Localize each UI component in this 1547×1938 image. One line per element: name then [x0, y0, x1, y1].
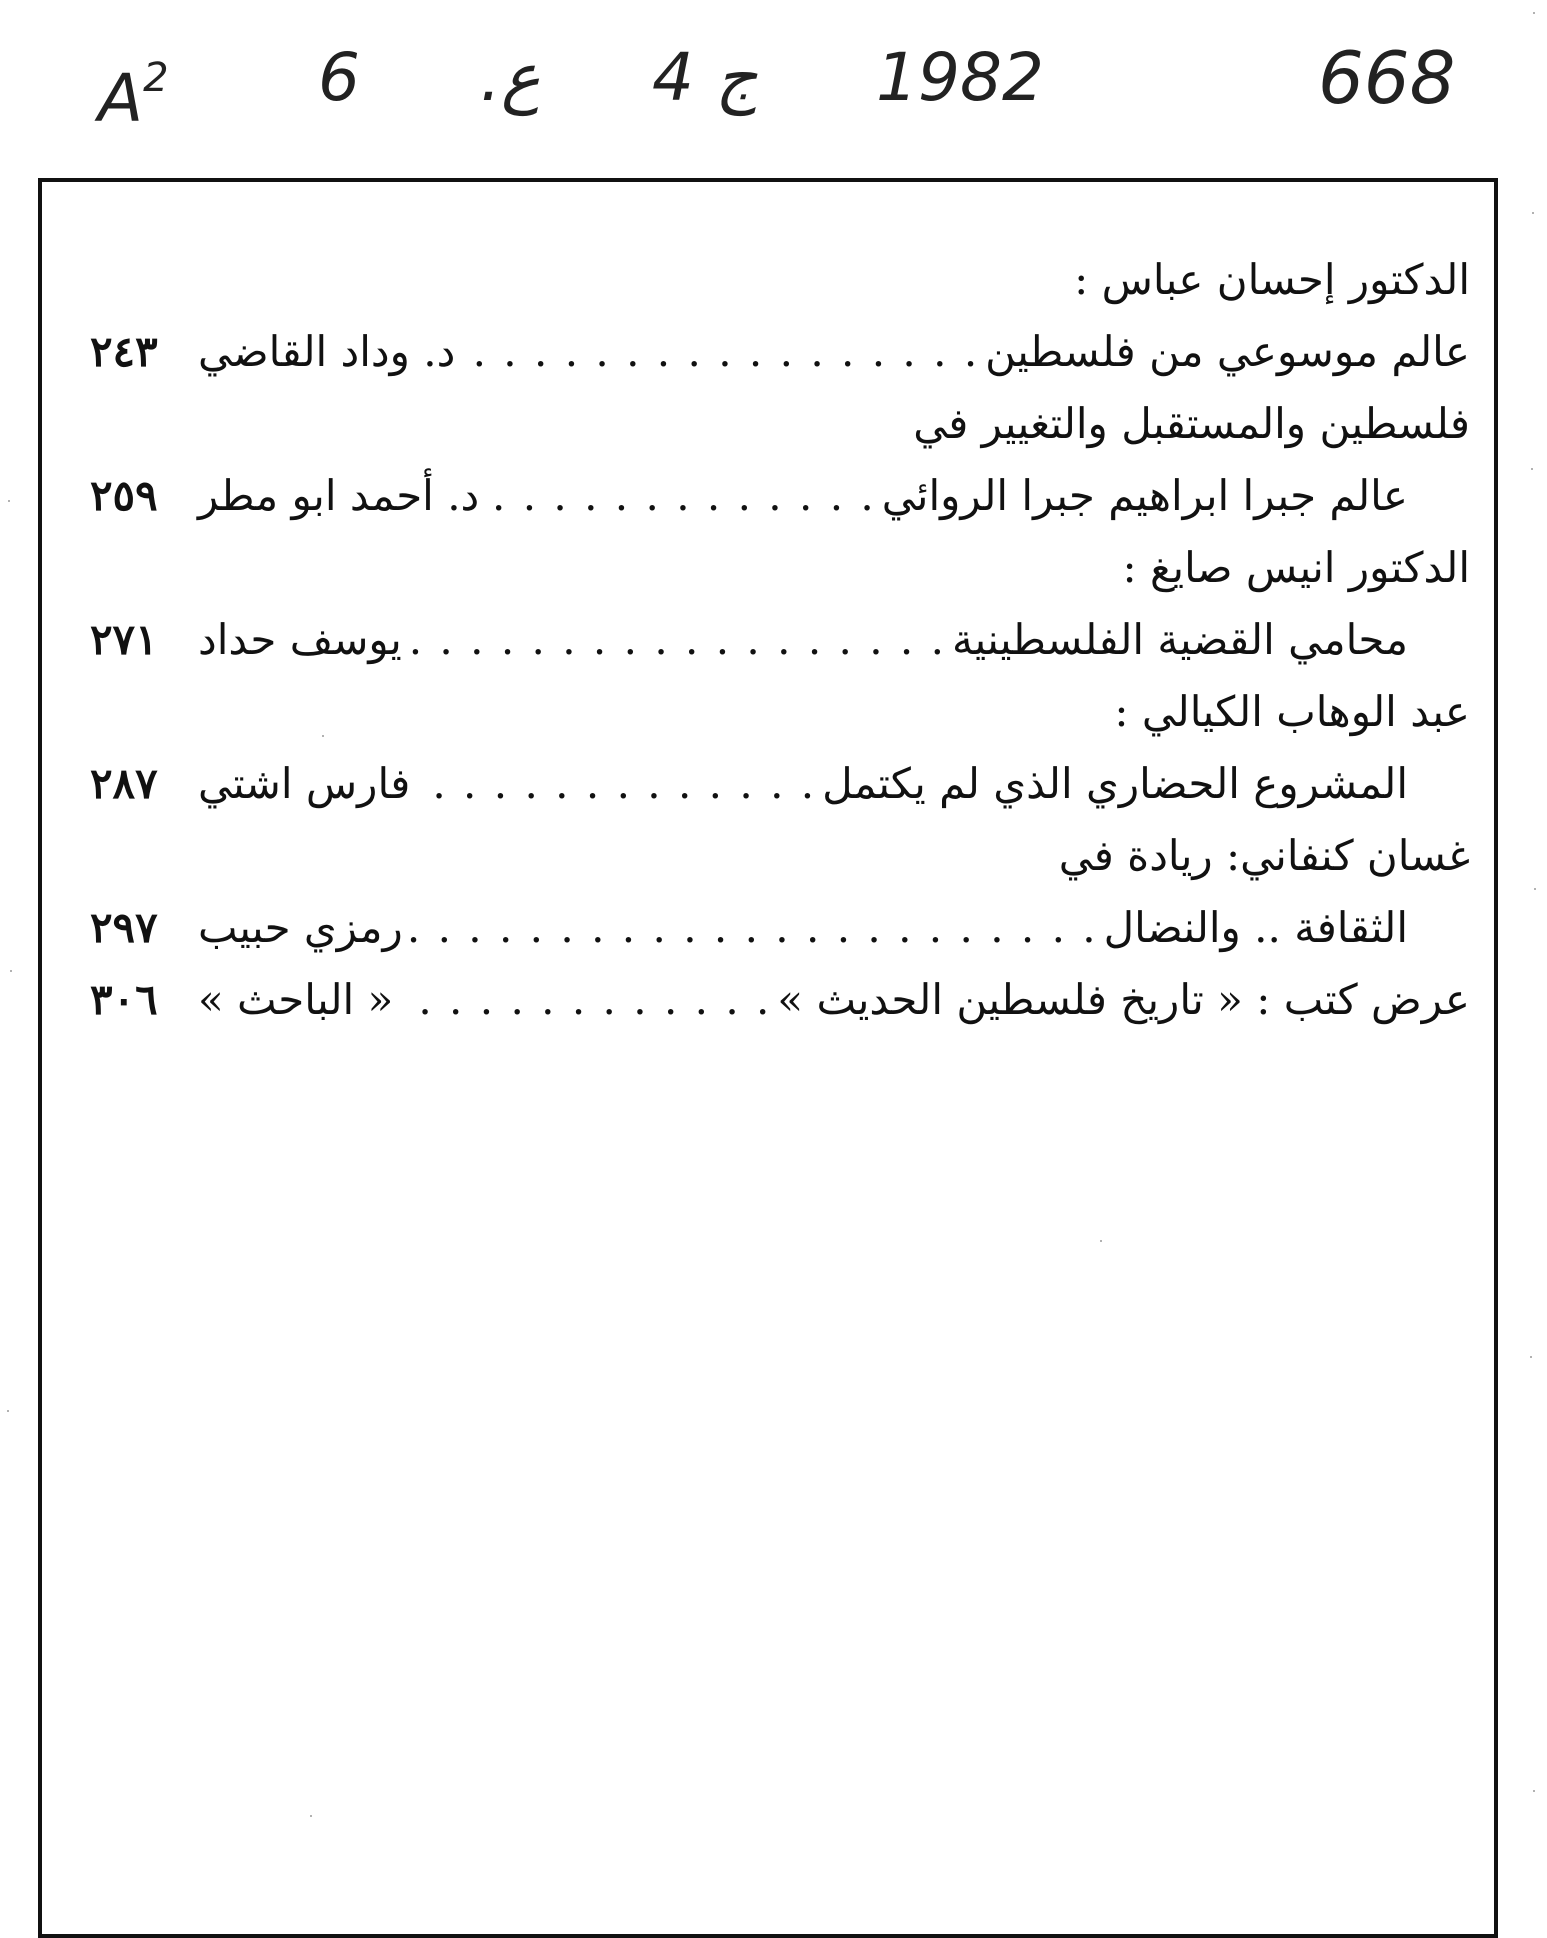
dot-leader: [485, 460, 876, 532]
entry-page-number: ٢٨٧: [90, 759, 158, 808]
entry-page-number: ٣٠٦: [90, 975, 158, 1024]
entry-title: محامي القضية الفلسطينية: [951, 615, 1408, 664]
entry-author: د. وداد القاضي: [198, 327, 456, 376]
contents-entry: [90, 460, 1470, 532]
entry-page-number: ٢٧١: [90, 615, 158, 664]
handwritten-volume-mark: ج 4: [652, 39, 758, 116]
entry-author: فارس اشتي: [198, 759, 411, 808]
contents-heading: [90, 676, 1470, 748]
entry-page-number: ٢٤٣: [90, 327, 158, 376]
scan-speck: [1533, 12, 1535, 14]
entry-author: « الباحث »: [198, 975, 394, 1024]
contents-entry: [90, 316, 1470, 388]
scan-speck: [1530, 1356, 1532, 1358]
entry-author: د. أحمد ابو مطر: [198, 471, 480, 520]
scan-speck: [1533, 1790, 1535, 1792]
contents-heading: [90, 244, 1470, 316]
handwritten-collection-code: $A^2$: [98, 55, 169, 137]
entry-title: عالم جبرا ابراهيم جبرا الروائي: [881, 471, 1408, 520]
entry-page-number: ٢٥٩: [90, 471, 158, 520]
dot-leader: [408, 604, 946, 676]
contents-entry: [90, 892, 1470, 964]
handwritten-series-number: 6: [318, 39, 360, 116]
entry-title: عالم موسوعي من فلسطين: [985, 327, 1470, 376]
entry-title: عرض كتب : « تاريخ فلسطين الحديث »: [777, 975, 1470, 1024]
dot-leader: [409, 892, 1098, 964]
heading-title: غسان كنفاني: ريادة في: [1058, 831, 1470, 880]
scan-speck: [10, 970, 12, 972]
handwritten-page-reference: 668: [1318, 36, 1456, 120]
contents-list: [90, 244, 1470, 1036]
handwritten-issue-mark: ع.: [480, 39, 541, 116]
heading-title: الدكتور انيس صايغ :: [1122, 543, 1470, 592]
contents-heading: [90, 532, 1470, 604]
entry-page-number: ٢٩٧: [90, 903, 158, 952]
dot-leader: [461, 316, 979, 388]
entry-author: رمزي حبيب: [198, 903, 403, 952]
handwritten-year: 1982: [876, 39, 1044, 116]
heading-title: الدكتور إحسان عباس :: [1074, 255, 1470, 304]
entry-title: المشروع الحضاري الذي لم يكتمل: [822, 759, 1408, 808]
heading-title: عبد الوهاب الكيالي :: [1114, 687, 1470, 736]
contents-entry: [90, 964, 1470, 1036]
entry-title: الثقافة .. والنضال: [1103, 903, 1408, 952]
dot-leader: [416, 748, 816, 820]
heading-title: فلسطين والمستقبل والتغيير في: [913, 399, 1470, 448]
scan-speck: [8, 500, 10, 502]
contents-frame: [38, 178, 1498, 1938]
dot-leader: [399, 964, 771, 1036]
entry-author: يوسف حداد: [198, 615, 402, 664]
contents-entry: [90, 604, 1470, 676]
scan-speck: [7, 1410, 9, 1412]
scan-speck: [1534, 888, 1536, 890]
contents-heading: [90, 820, 1470, 892]
scan-speck: [1531, 468, 1533, 470]
contents-heading: [90, 388, 1470, 460]
contents-entry: [90, 748, 1470, 820]
scan-speck: [1532, 212, 1534, 214]
